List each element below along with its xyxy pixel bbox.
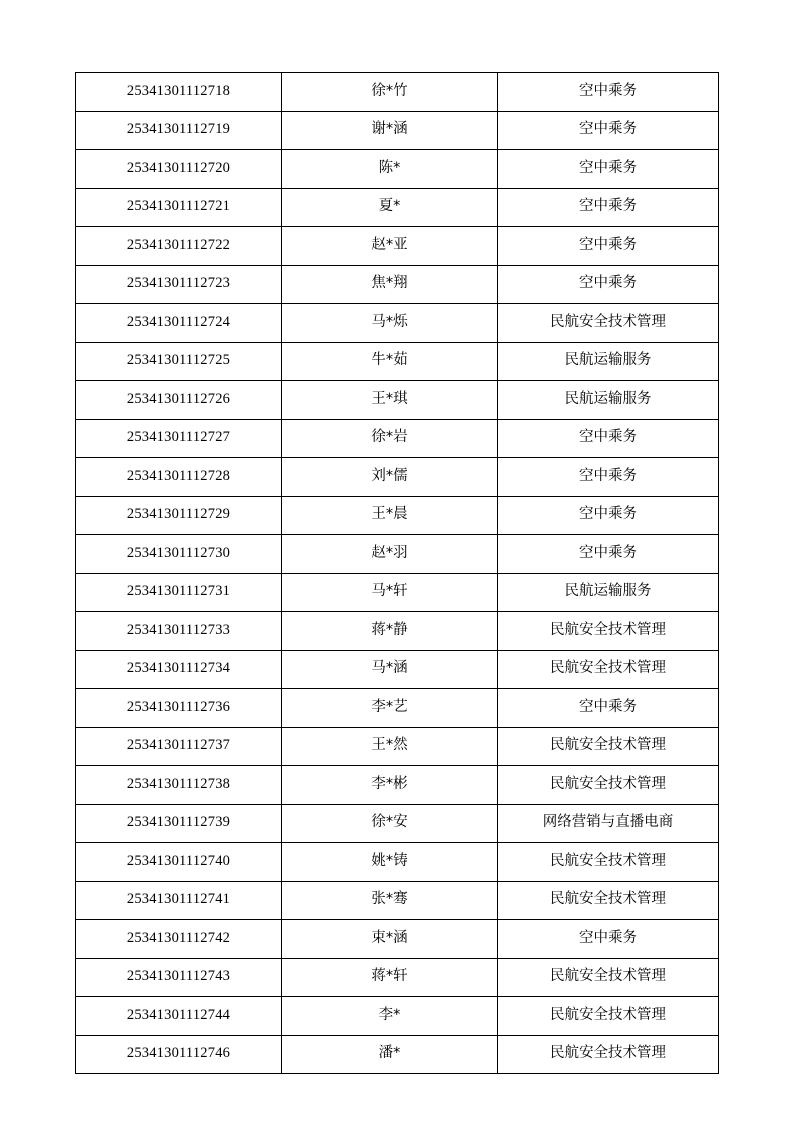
cell-id: 25341301112720 [76, 150, 282, 189]
cell-major: 空中乘务 [498, 535, 719, 574]
table-row [76, 111, 719, 150]
cell-name: 赵*羽 [282, 535, 498, 574]
cell-id: 25341301112721 [76, 188, 282, 227]
cell-major: 空中乘务 [498, 920, 719, 959]
cell-id: 25341301112738 [76, 766, 282, 805]
cell-major: 民航安全技术管理 [498, 958, 719, 997]
cell-major: 民航安全技术管理 [498, 766, 719, 805]
cell-major: 民航安全技术管理 [498, 997, 719, 1036]
cell-major: 民航安全技术管理 [498, 304, 719, 343]
cell-id: 25341301112723 [76, 265, 282, 304]
cell-major: 民航安全技术管理 [498, 843, 719, 882]
table-row [76, 304, 719, 343]
cell-id: 25341301112724 [76, 304, 282, 343]
cell-id: 25341301112740 [76, 843, 282, 882]
cell-name: 李*彬 [282, 766, 498, 805]
cell-id: 25341301112737 [76, 727, 282, 766]
table-row [76, 265, 719, 304]
table-row [76, 612, 719, 651]
cell-major: 空中乘务 [498, 419, 719, 458]
cell-major: 民航安全技术管理 [498, 650, 719, 689]
cell-name: 谢*涵 [282, 111, 498, 150]
cell-name: 马*涵 [282, 650, 498, 689]
cell-major: 民航运输服务 [498, 381, 719, 420]
cell-id: 25341301112743 [76, 958, 282, 997]
table-row [76, 419, 719, 458]
cell-name: 王*琪 [282, 381, 498, 420]
table-row [76, 958, 719, 997]
cell-id: 25341301112727 [76, 419, 282, 458]
table-row [76, 920, 719, 959]
cell-major: 空中乘务 [498, 227, 719, 266]
cell-name: 李* [282, 997, 498, 1036]
cell-id: 25341301112719 [76, 111, 282, 150]
cell-name: 姚*铸 [282, 843, 498, 882]
cell-major: 民航运输服务 [498, 573, 719, 612]
table-row [76, 150, 719, 189]
cell-major: 空中乘务 [498, 111, 719, 150]
cell-name: 王*晨 [282, 496, 498, 535]
student-roster-table [75, 72, 719, 1074]
table-row [76, 496, 719, 535]
table-row [76, 227, 719, 266]
cell-major: 空中乘务 [498, 496, 719, 535]
table-row [76, 458, 719, 497]
table-row [76, 1035, 719, 1074]
cell-major: 空中乘务 [498, 265, 719, 304]
cell-id: 25341301112742 [76, 920, 282, 959]
cell-name: 徐*安 [282, 804, 498, 843]
cell-major: 民航安全技术管理 [498, 727, 719, 766]
table-row [76, 997, 719, 1036]
cell-name: 潘* [282, 1035, 498, 1074]
cell-name: 马*轩 [282, 573, 498, 612]
cell-major: 空中乘务 [498, 188, 719, 227]
cell-id: 25341301112728 [76, 458, 282, 497]
cell-name: 张*骞 [282, 881, 498, 920]
cell-name: 徐*竹 [282, 73, 498, 112]
table-row [76, 188, 719, 227]
cell-id: 25341301112725 [76, 342, 282, 381]
cell-major: 空中乘务 [498, 458, 719, 497]
cell-major: 空中乘务 [498, 689, 719, 728]
cell-name: 李*艺 [282, 689, 498, 728]
cell-name: 马*烁 [282, 304, 498, 343]
cell-name: 刘*儒 [282, 458, 498, 497]
cell-name: 束*涵 [282, 920, 498, 959]
table-row [76, 342, 719, 381]
table-row [76, 650, 719, 689]
cell-name: 蒋*轩 [282, 958, 498, 997]
cell-major: 空中乘务 [498, 73, 719, 112]
cell-id: 25341301112744 [76, 997, 282, 1036]
cell-id: 25341301112722 [76, 227, 282, 266]
cell-id: 25341301112731 [76, 573, 282, 612]
table-row [76, 73, 719, 112]
table-row [76, 843, 719, 882]
cell-id: 25341301112736 [76, 689, 282, 728]
table-row [76, 689, 719, 728]
cell-major: 网络营销与直播电商 [498, 804, 719, 843]
cell-id: 25341301112718 [76, 73, 282, 112]
cell-id: 25341301112729 [76, 496, 282, 535]
table-row [76, 804, 719, 843]
cell-name: 蒋*静 [282, 612, 498, 651]
cell-id: 25341301112746 [76, 1035, 282, 1074]
table-body [76, 73, 719, 1074]
cell-major: 民航运输服务 [498, 342, 719, 381]
table-row [76, 881, 719, 920]
cell-name: 牛*茹 [282, 342, 498, 381]
cell-id: 25341301112730 [76, 535, 282, 574]
cell-id: 25341301112726 [76, 381, 282, 420]
cell-id: 25341301112733 [76, 612, 282, 651]
cell-major: 民航安全技术管理 [498, 881, 719, 920]
table-row [76, 535, 719, 574]
cell-name: 陈* [282, 150, 498, 189]
table-row [76, 381, 719, 420]
table-row [76, 766, 719, 805]
table-row [76, 727, 719, 766]
cell-major: 民航安全技术管理 [498, 612, 719, 651]
cell-name: 赵*亚 [282, 227, 498, 266]
cell-name: 徐*岩 [282, 419, 498, 458]
cell-id: 25341301112741 [76, 881, 282, 920]
cell-id: 25341301112734 [76, 650, 282, 689]
cell-name: 焦*翔 [282, 265, 498, 304]
table-row [76, 573, 719, 612]
cell-name: 王*然 [282, 727, 498, 766]
cell-name: 夏* [282, 188, 498, 227]
cell-major: 空中乘务 [498, 150, 719, 189]
cell-id: 25341301112739 [76, 804, 282, 843]
cell-major: 民航安全技术管理 [498, 1035, 719, 1074]
